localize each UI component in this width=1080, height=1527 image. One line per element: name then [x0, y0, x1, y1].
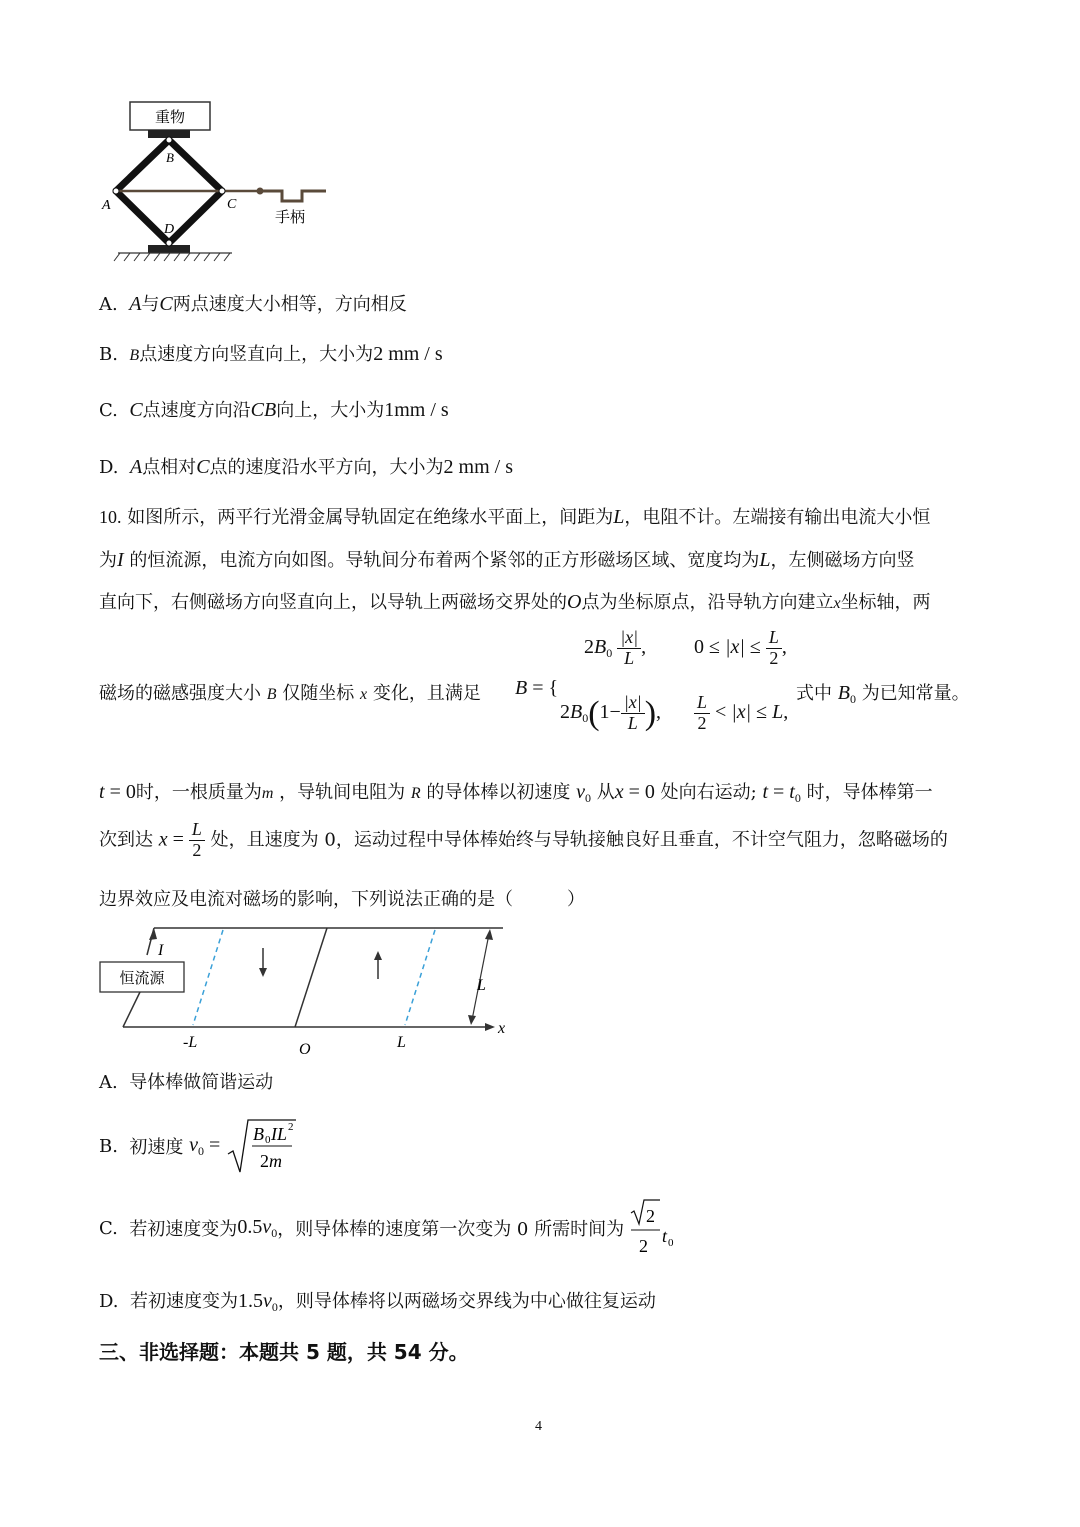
right-boundary — [405, 930, 435, 1025]
left-boundary — [193, 930, 223, 1025]
q9-option-c: C. C点速度方向沿CB向上，大小为1mm / s — [99, 399, 449, 421]
piecewise-case-2: $2B_0(1-$ $\frac{|x|}{L}$ ), — [560, 692, 662, 733]
q10-option-b: B. 初速度 $v_0$ = B 0 IL 2 2m — [99, 1116, 296, 1176]
svg-text:IL: IL — [271, 1124, 288, 1144]
piecewise-cond-2: $\frac{L}{2}$ < |x| ≤ L, — [694, 693, 788, 734]
center-boundary — [295, 928, 327, 1027]
x-axis-label: x — [498, 1020, 506, 1037]
q9-option-b: B. B点速度方向竖直向上，大小为2 mm / s — [99, 343, 443, 365]
svg-text:t: t — [661, 1226, 667, 1246]
q10-line-4: 磁场的磁感强度大小 B 仅随坐标 x 变化，且满足 — [99, 683, 481, 704]
origin-label: O — [299, 1041, 311, 1058]
page-number: 4 — [535, 1419, 542, 1434]
pos-l-label: L — [397, 1034, 406, 1051]
q10-line-6: 次到达 x = $\frac{L}{2}$ 处，且速度为 0，运动过程中导体棒始终与导轨接触良好且垂直，不计空气阻力，忽略磁场的 — [99, 819, 948, 860]
scissor-jack-figure — [102, 95, 340, 270]
handle-label: 手柄 — [275, 208, 306, 226]
q10-line-2: 为I 的恒流源，电流方向如图。导轨间分布着两个紧邻的正方形磁场区域、宽度均为L，左侧磁场方向竖 — [99, 549, 915, 571]
svg-text:2: 2 — [638, 1236, 648, 1256]
current-source-label: 恒流源 — [119, 969, 165, 987]
field-up-arrow-icon — [374, 951, 382, 960]
svg-text:2m: 2m — [260, 1151, 283, 1171]
handle — [260, 191, 326, 201]
piecewise-b-label: B = { — [515, 677, 559, 699]
sqrt-sign — [226, 1116, 296, 1176]
point-c-label: C — [227, 197, 237, 212]
svg-text:2: 2 — [288, 1121, 294, 1133]
q10-option-a: A. 导体棒做简谐运动 — [99, 1072, 274, 1093]
q9-option-a: A. A与C两点速度大小相等，方向相反 — [99, 293, 407, 315]
load-label: 重物 — [154, 108, 186, 126]
q10-option-d: D. 若初速度变为$1.5v_0$，则导体棒将以两磁场交界线为中心做往复运动 — [99, 1290, 656, 1314]
q9-option-d: D. A点相对C点的速度沿水平方向，大小为2 mm / s — [99, 456, 513, 478]
svg-text:2: 2 — [645, 1206, 655, 1226]
piecewise-cond-1: 0 ≤ |x| ≤ $\frac{L}{2}$ , — [694, 627, 787, 668]
q10-line-7: 边界效应及电流对磁场的影响，下列说法正确的是（ ） — [99, 889, 585, 910]
q10-line-4-tail: 式中 $B_0$ 为已知常量。 — [796, 682, 970, 706]
rails-figure — [95, 920, 515, 1060]
current-label: I — [158, 942, 164, 959]
q10-line-1: 10. 如图所示，两平行光滑金属导轨固定在绝缘水平面上，间距为L，电阻不计。左端接有输出电流大小恒 — [99, 506, 931, 528]
point-d-label: D — [164, 222, 175, 237]
x-axis-arrow-icon — [485, 1023, 495, 1031]
q10-line-5: t = 0时，一根质量为m ，导轨间电阻为 R 的导体棒以初速度 $v_0$ 从x = 0 处向右运动; $t = t_0$ 时，导体棒第一 — [99, 781, 933, 805]
width-label: L — [477, 977, 486, 994]
sqrt-two-over-two — [630, 1198, 676, 1258]
q10-option-c: C. 若初速度变为$0.5v_0$，则导体棒的速度第一次变为 0 所需时间为 2 2 t 0 — [99, 1198, 676, 1258]
svg-text:0: 0 — [667, 1237, 674, 1249]
field-down-arrow-icon — [259, 968, 267, 977]
point-a-label: A — [102, 198, 111, 213]
neg-l-label: -L — [183, 1034, 198, 1051]
point-b-label: B — [166, 150, 174, 165]
svg-text:0: 0 — [265, 1134, 271, 1146]
piecewise-case-1: $2B_0$ $\frac{|x|}{L}$ , — [584, 627, 647, 668]
section-heading: 三、非选择题：本题共 5 题，共 54 分。 — [99, 1340, 469, 1364]
svg-text:B: B — [253, 1124, 265, 1144]
q10-line-3: 直向下，右侧磁场方向竖直向上，以导轨上两磁场交界处的O点为坐标原点，沿导轨方向建立x坐标轴，两 — [99, 591, 931, 613]
